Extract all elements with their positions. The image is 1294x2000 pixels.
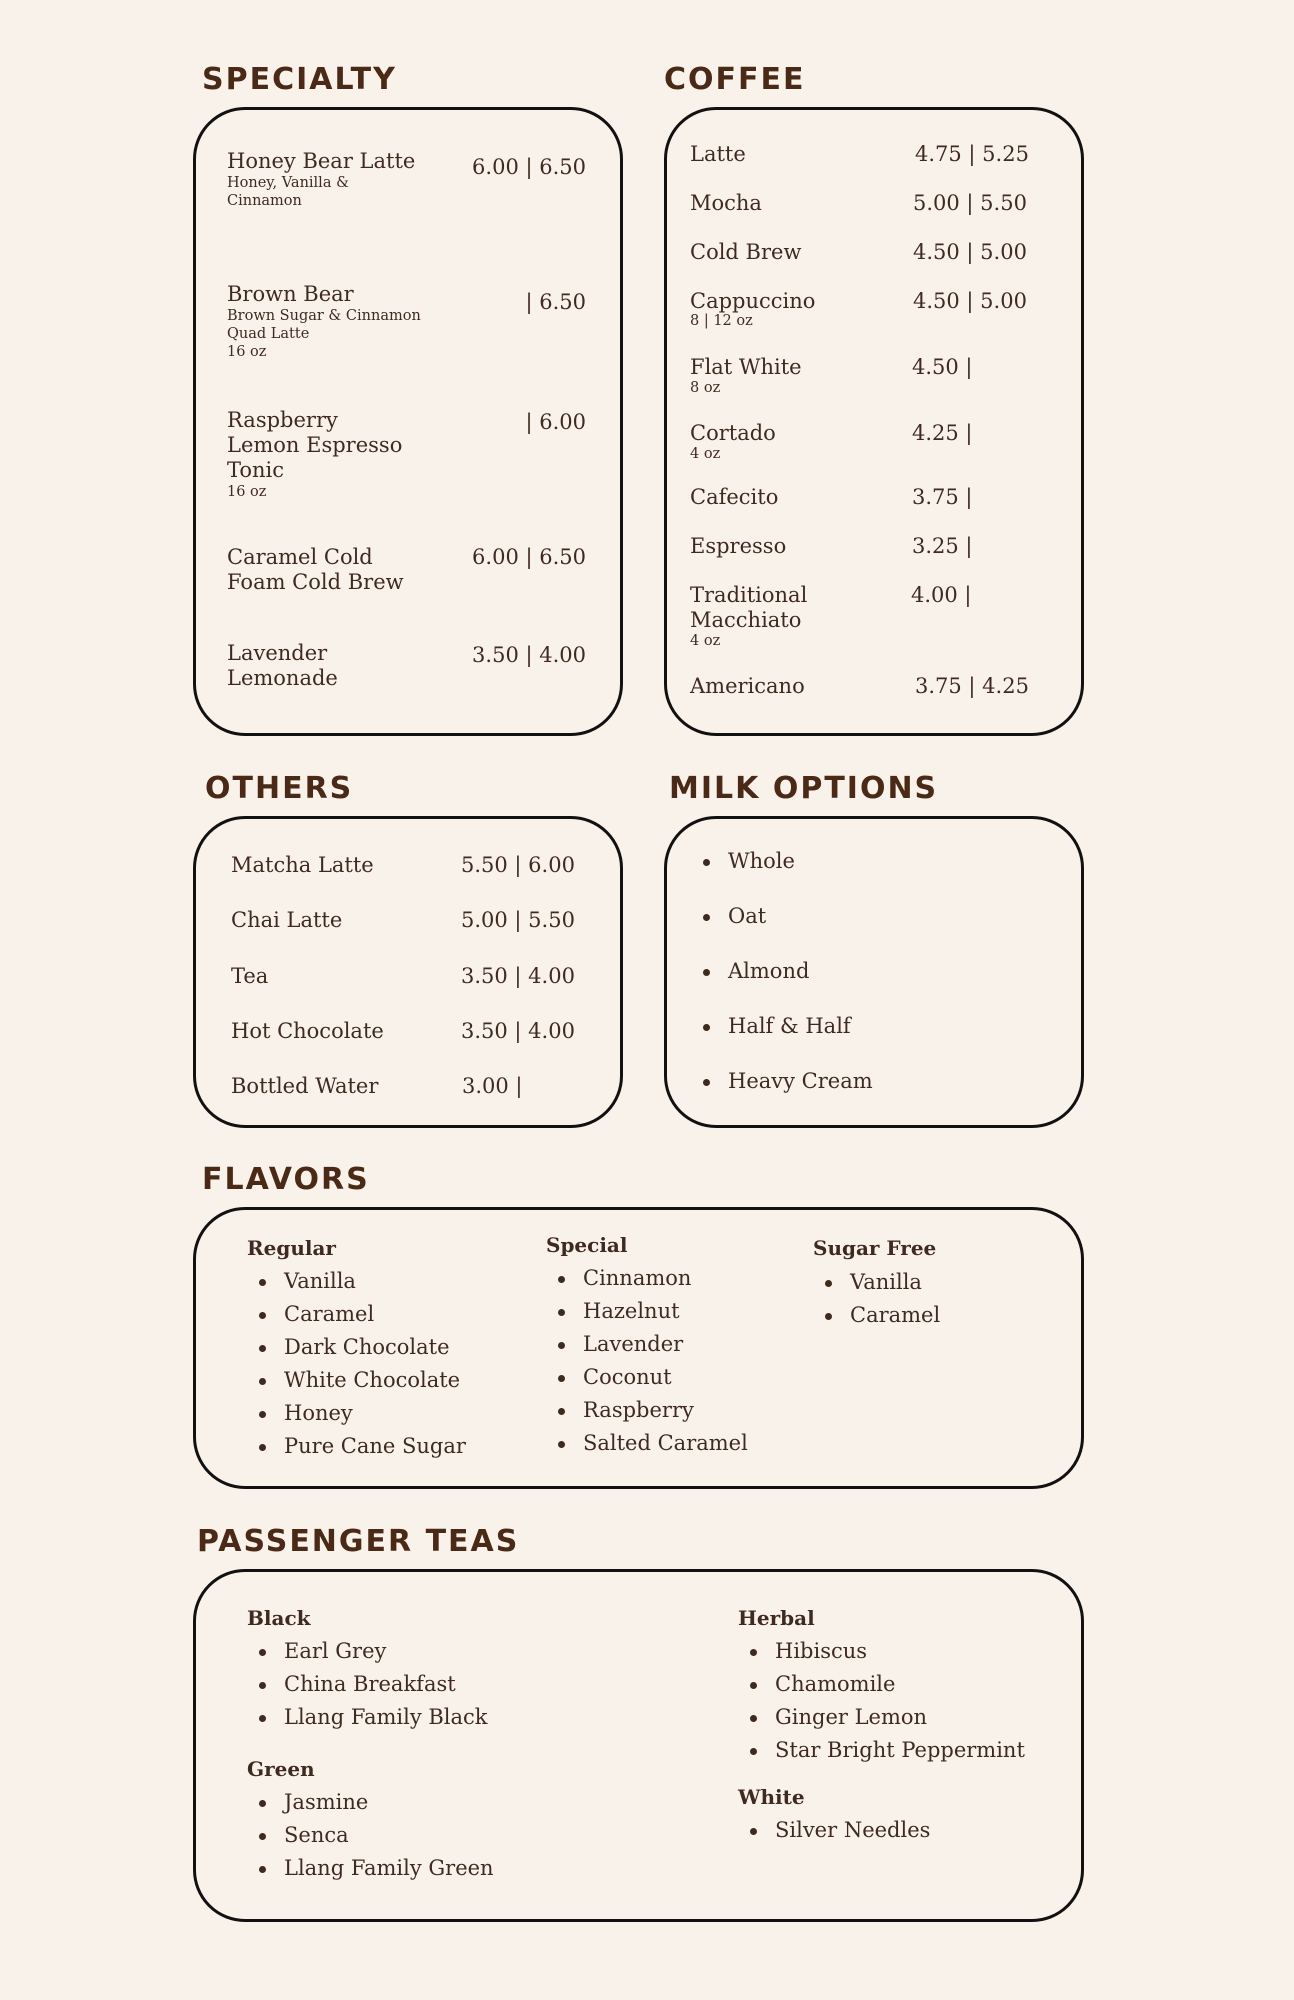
teas-white-label: White <box>738 1785 805 1809</box>
item-price: 4.50 | <box>912 355 973 379</box>
item-desc: Brown Sugar & Cinnamon Quad Latte <box>227 308 421 342</box>
list-item: Lavender <box>546 1328 748 1361</box>
list-item: Earl Grey <box>247 1635 488 1668</box>
flavors-title: FLAVORS <box>202 1162 370 1197</box>
list-item: Hazelnut <box>546 1295 748 1328</box>
list-item: White Chocolate <box>247 1364 466 1397</box>
list-item: Half & Half <box>691 999 873 1054</box>
list-item: Salted Caramel <box>546 1427 748 1460</box>
teas-herbal-label: Herbal <box>738 1606 815 1630</box>
item-note: 4 oz <box>690 633 721 649</box>
teas-green-label: Green <box>247 1757 315 1781</box>
list-item: Silver Needles <box>738 1814 930 1847</box>
teas-black-label: Black <box>247 1606 311 1630</box>
item-price: 3.75 | <box>912 485 973 509</box>
menu-item <box>227 149 427 210</box>
list-item: Heavy Cream <box>691 1054 873 1109</box>
milk-title: MILK OPTIONS <box>669 771 939 806</box>
teas-white-list <box>738 1814 930 1847</box>
item-price: 4.75 | 5.25 <box>915 142 1029 166</box>
list-item: Cinnamon <box>546 1262 748 1295</box>
item-note: 4 oz <box>690 446 721 462</box>
list-item: Dark Chocolate <box>247 1331 466 1364</box>
item-name: Flat White <box>690 355 802 379</box>
menu-item <box>690 289 815 328</box>
item-name: Raspberry Lemon Espresso Tonic <box>227 408 403 482</box>
item-name: Cappuccino <box>690 289 816 313</box>
flavors-regular-label: Regular <box>247 1236 336 1260</box>
specialty-title: SPECIALTY <box>202 62 397 97</box>
list-item: Jasmine <box>247 1786 494 1819</box>
item-price: 6.00 | 6.50 <box>472 155 586 179</box>
flavors-special-label: Special <box>546 1233 628 1257</box>
list-item: Llang Family Black <box>247 1701 488 1734</box>
menu-item <box>227 282 427 361</box>
item-note: 8 oz <box>690 380 721 396</box>
item-price: 3.25 | <box>912 534 973 558</box>
flavors-special-list <box>546 1262 748 1460</box>
item-price: | 6.50 <box>525 290 586 314</box>
menu-item <box>227 545 412 595</box>
item-price: 5.00 | 5.50 <box>461 908 575 932</box>
teas-title: PASSENGER TEAS <box>197 1524 520 1559</box>
item-price: 3.75 | 4.25 <box>915 674 1029 698</box>
item-price: 3.50 | 4.00 <box>461 964 575 988</box>
list-item: Star Bright Peppermint <box>738 1734 1025 1767</box>
menu-item <box>227 408 412 501</box>
item-price: 5.00 | 5.50 <box>913 191 1027 215</box>
item-name: Tea <box>231 964 269 988</box>
item-price: 4.25 | <box>912 421 973 445</box>
menu-item <box>227 641 357 691</box>
item-name: Espresso <box>690 534 787 558</box>
list-item: Oat <box>691 889 873 944</box>
list-item: Pure Cane Sugar <box>247 1430 466 1463</box>
flavors-regular-list <box>247 1265 466 1463</box>
item-name: Bottled Water <box>231 1074 379 1098</box>
milk-list <box>691 834 873 1109</box>
teas-black-list <box>247 1635 488 1734</box>
coffee-title: COFFEE <box>664 62 806 97</box>
list-item: Vanilla <box>247 1265 466 1298</box>
item-price: 4.50 | 5.00 <box>913 240 1027 264</box>
menu-item <box>690 421 776 462</box>
item-desc: Honey, Vanilla & Cinnamon <box>227 175 349 209</box>
item-name: Cortado <box>690 421 776 445</box>
item-name: Chai Latte <box>231 908 343 932</box>
flavors-sugarfree-list <box>813 1266 940 1332</box>
list-item: China Breakfast <box>247 1668 488 1701</box>
item-price: 3.00 | <box>462 1074 523 1098</box>
flavors-sugarfree-label: Sugar Free <box>813 1236 937 1260</box>
item-price: 5.50 | 6.00 <box>461 853 575 877</box>
item-note: 8 | 12 oz <box>690 313 753 329</box>
item-name: Caramel Cold Foam Cold Brew <box>227 545 404 594</box>
list-item: Almond <box>691 944 873 999</box>
item-name: Americano <box>690 674 805 698</box>
list-item: Hibiscus <box>738 1635 1025 1668</box>
item-name: Traditional Macchiato <box>690 583 808 632</box>
item-name: Brown Bear <box>227 282 354 306</box>
item-name: Matcha Latte <box>231 853 374 877</box>
item-name: Cafecito <box>690 485 779 509</box>
list-item: Honey <box>247 1397 466 1430</box>
list-item: Chamomile <box>738 1668 1025 1701</box>
list-item: Ginger Lemon <box>738 1701 1025 1734</box>
item-size: 16 oz <box>227 484 267 500</box>
list-item: Coconut <box>546 1361 748 1394</box>
item-price: 6.00 | 6.50 <box>472 545 586 569</box>
others-title: OTHERS <box>205 771 354 806</box>
list-item: Caramel <box>813 1299 940 1332</box>
item-name: Honey Bear Latte <box>227 149 416 173</box>
item-size: 16 oz <box>227 344 267 360</box>
list-item: Caramel <box>247 1298 466 1331</box>
list-item: Vanilla <box>813 1266 940 1299</box>
teas-green-list <box>247 1786 494 1885</box>
item-price: 3.50 | 4.00 <box>461 1019 575 1043</box>
item-price: 4.00 | <box>911 583 972 607</box>
item-name: Latte <box>690 142 746 166</box>
item-price: 4.50 | 5.00 <box>913 289 1027 313</box>
list-item: Raspberry <box>546 1394 748 1427</box>
teas-herbal-list <box>738 1635 1025 1767</box>
item-name: Lavender Lemonade <box>227 641 338 690</box>
list-item: Senca <box>247 1819 494 1852</box>
item-price: | 6.00 <box>525 410 586 434</box>
menu-item <box>690 355 802 396</box>
list-item: Whole <box>691 834 873 889</box>
list-item: Llang Family Green <box>247 1852 494 1885</box>
item-name: Mocha <box>690 191 762 215</box>
item-name: Hot Chocolate <box>231 1019 384 1043</box>
item-price: 3.50 | 4.00 <box>472 643 586 667</box>
item-name: Cold Brew <box>690 240 802 264</box>
menu-item <box>690 583 830 649</box>
